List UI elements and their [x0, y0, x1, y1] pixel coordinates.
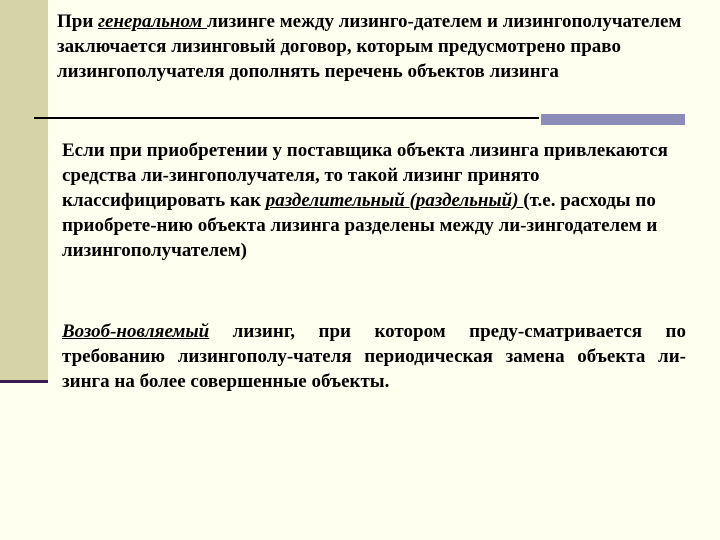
- paragraph-general-leasing-body: лизинге между лизинго-дателем и лизингополучателем заключается лизинговый договор, которым предусмотрено право лизингополучателя дополнять перечень объектов лизинга: [57, 11, 682, 82]
- paragraph-renewable-leasing: [62, 319, 686, 394]
- paragraph-separate-leasing-intro: Если при приобретении у поставщика объекта лизинга привлекаются средства ли-зингополучателя, то такой лизинг принято классифицировать как: [62, 140, 668, 211]
- paragraph-separate-leasing-body: (т.е. расходы по приобрете-нию объекта лизинга разделены между ли-зингодателем и лизингополучателем): [62, 190, 658, 261]
- sidebar-bar: [0, 0, 48, 381]
- divider-line: [34, 117, 539, 119]
- paragraph-renewable-leasing-body: лизинг, при котором преду-сматривается по требованию лизингополу-чателя периодическая замена объекта ли-зинга на более совершенные объекты.: [62, 321, 686, 392]
- paragraph-separate-leasing: [62, 138, 686, 263]
- divider-accent-block: [541, 114, 685, 125]
- paragraph-general-leasing: [57, 9, 697, 117]
- sidebar-accent-line: [0, 380, 48, 383]
- term-general: генеральном: [98, 11, 207, 32]
- term-separate: разделительный (раздельный): [265, 190, 524, 211]
- paragraph-general-leasing-intro: При: [57, 11, 99, 32]
- term-renewable: Возоб-новляемый: [62, 321, 210, 342]
